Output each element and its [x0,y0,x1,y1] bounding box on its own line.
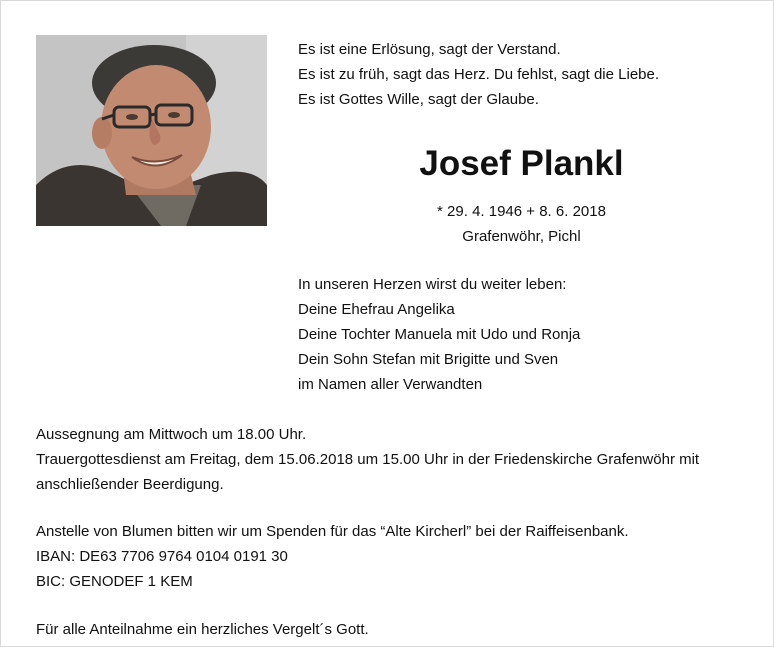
family-block [298,272,758,397]
family-line: Dein Sohn Stefan mit Brigitte und Sven [298,351,559,368]
life-dates-block [298,199,745,249]
verse-block [298,37,758,112]
family-line: In unseren Herzen wirst du weiter leben: [298,276,567,293]
bic: BIC: GENODEF 1 KEM [36,573,193,590]
family-line: Deine Ehefrau Angelika [298,301,455,318]
donation-block [36,519,766,594]
life-dates: * 29. 4. 1946 + 8. 6. 2018 [437,203,606,220]
family-line: Deine Tochter Manuela mit Udo und Ronja [298,326,581,343]
service-line: Trauergottesdienst am Freitag, dem 15.06.2018 um 15.00 Uhr in der Friedenskirche Grafenwöhr mit [36,451,700,468]
service-line: Aussegnung am Mittwoch um 18.00 Uhr. [36,426,307,443]
portrait-photo [36,35,267,226]
verse-line: Es ist Gottes Wille, sagt der Glaube. [298,91,539,108]
family-line: im Namen aller Verwandten [298,376,483,393]
thanks-line: Für alle Anteilnahme ein herzliches Vergelt´s Gott. [36,621,369,638]
places: Grafenwöhr, Pichl [462,228,581,245]
deceased-name: Josef Plankl [419,144,624,183]
verse-line: Es ist eine Erlösung, sagt der Verstand. [298,41,561,58]
verse-line: Es ist zu früh, sagt das Herz. Du fehlst, sagt die Liebe. [298,66,660,83]
donation-text: Anstelle von Blumen bitten wir um Spenden für das “Alte Kircherl” bei der Raiffeisenbank. [36,523,629,540]
services-block [36,422,766,497]
service-line: anschließender Beerdigung. [36,476,224,493]
iban: IBAN: DE63 7706 9764 0104 0191 30 [36,548,288,565]
